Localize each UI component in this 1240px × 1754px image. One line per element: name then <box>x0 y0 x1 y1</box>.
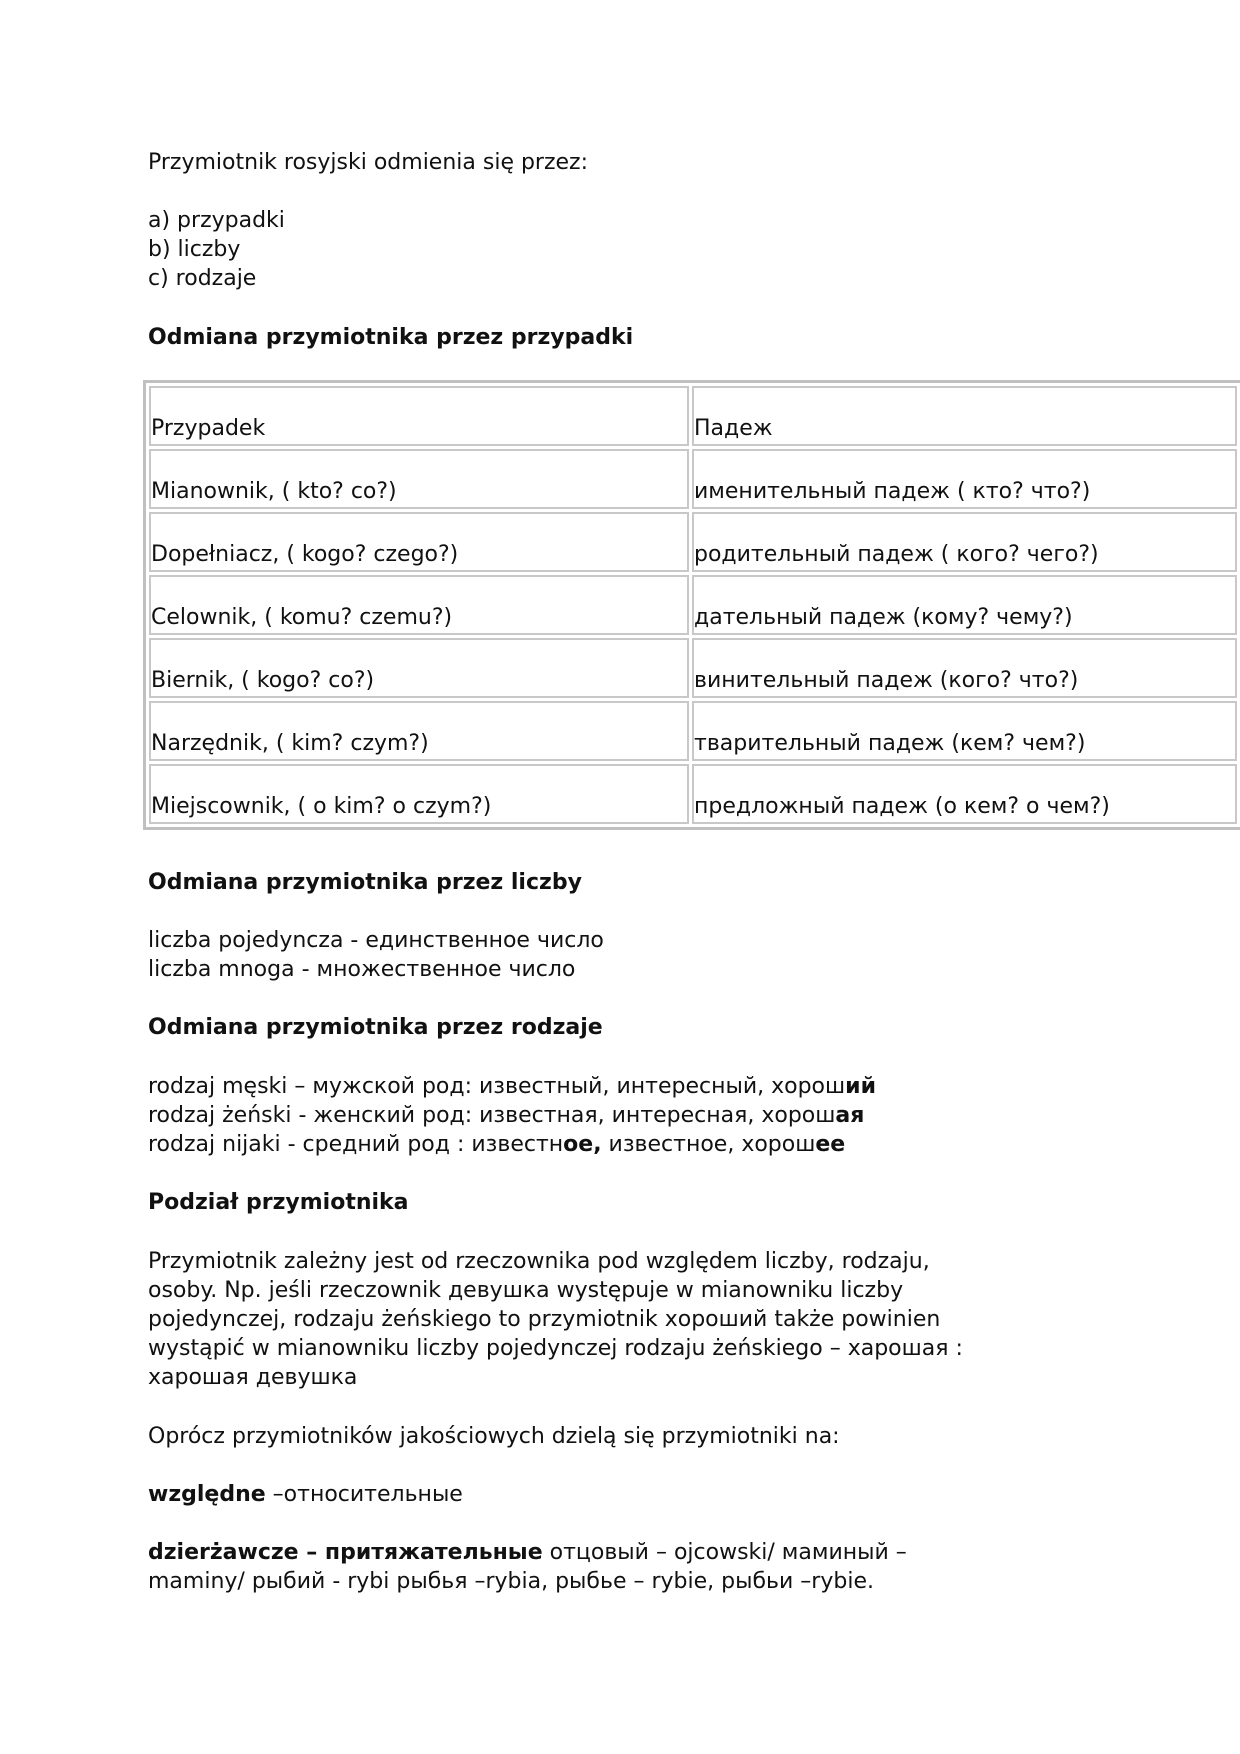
gender-ending: ее <box>815 1132 846 1157</box>
numbers-lines <box>148 926 604 984</box>
table-cell: Biernik, ( kogo? co?) <box>149 638 689 698</box>
gender-text: rodzaj męski – мужской род: известный, интересный, хорош <box>148 1074 846 1099</box>
table-cell: Dopełniacz, ( kogo? czego?) <box>149 512 689 572</box>
table-row <box>149 575 1237 635</box>
gender-text: rodzaj nijaki - средний род : известн <box>148 1132 564 1157</box>
table-header-row <box>149 386 1237 446</box>
division-paragraph <box>148 1247 963 1392</box>
list-item: a) przypadki <box>148 208 285 233</box>
possessive-line: maminy/ рыбий - rybi рыбья –rybia, рыбье – rybie, рыбьи –rybie. <box>148 1569 874 1594</box>
table-row <box>149 638 1237 698</box>
heading-genders: Odmiana przymiotnika przez rodzaje <box>148 1015 603 1040</box>
genders-lines <box>148 1072 876 1159</box>
table-cell: Mianownik, ( kto? co?) <box>149 449 689 509</box>
table-cell: предложный падеж (о кем? о чем?) <box>692 764 1237 824</box>
number-line: liczba mnoga - множественное число <box>148 957 576 982</box>
relative-line <box>148 1480 463 1509</box>
table-cell: Miejscownik, ( o kim? o czym?) <box>149 764 689 824</box>
table-row <box>149 764 1237 824</box>
list-item: b) liczby <box>148 237 241 262</box>
list-item: c) rodzaje <box>148 266 257 291</box>
table-cell: винительный падеж (кого? что?) <box>692 638 1237 698</box>
term-definition: отцовый – ojcowski/ маминый – <box>542 1540 907 1565</box>
number-line: liczba pojedyncza - единственное число <box>148 928 604 953</box>
gender-text: rodzaj żeński - женский род: известная, интересная, хорош <box>148 1103 836 1128</box>
gender-text: известное, хорош <box>601 1132 816 1157</box>
heading-numbers: Odmiana przymiotnika przez liczby <box>148 870 582 895</box>
cases-table <box>143 380 1240 830</box>
paragraph-line: pojedynczej, rodzaju żeńskiego to przymiotnik хороший także powinien <box>148 1307 941 1332</box>
table-cell: именительный падеж ( кто? что?) <box>692 449 1237 509</box>
table-row <box>149 512 1237 572</box>
heading-division: Podział przymiotnika <box>148 1190 409 1215</box>
term: względne <box>148 1482 266 1507</box>
term-definition: –относительные <box>265 1482 463 1507</box>
table-cell: тварительный падеж (кем? чем?) <box>692 701 1237 761</box>
table-cell: дательный падеж (кому? чему?) <box>692 575 1237 635</box>
gender-line <box>148 1130 876 1159</box>
inflection-list <box>148 206 285 293</box>
gender-ending: ий <box>845 1074 876 1099</box>
heading-cases: Odmiana przymiotnika przez przypadki <box>148 325 634 350</box>
paragraph-line: osoby. Np. jeśli rzeczownik девушка występuje w mianowniku liczby <box>148 1278 904 1303</box>
gender-line <box>148 1101 876 1130</box>
table-cell: родительный падеж ( кого? чего?) <box>692 512 1237 572</box>
possessive-line <box>148 1538 907 1567</box>
gender-ending: ая <box>835 1103 865 1128</box>
possessive-block <box>148 1538 907 1596</box>
intro-text: Przymiotnik rosyjski odmienia się przez: <box>148 150 589 175</box>
paragraph-line: харошая девушка <box>148 1365 358 1390</box>
table-cell: Celownik, ( komu? czemu?) <box>149 575 689 635</box>
table-row <box>149 701 1237 761</box>
table-row <box>149 449 1237 509</box>
paragraph-line: wystąpić w mianowniku liczby pojedynczej rodzaju żeńskiego – харошая : <box>148 1336 963 1361</box>
header-cell: Падеж <box>692 386 1237 446</box>
header-cell: Przypadek <box>149 386 689 446</box>
paragraph-line: Przymiotnik zależny jest od rzeczownika pod względem liczby, rodzaju, <box>148 1249 930 1274</box>
gender-line <box>148 1072 876 1101</box>
table-cell: Narzędnik, ( kim? czym?) <box>149 701 689 761</box>
term: dzierżawcze – притяжательные <box>148 1540 543 1565</box>
gender-ending: ое, <box>563 1132 602 1157</box>
oprocz-text: Oprócz przymiotników jakościowych dzielą się przymiotniki na: <box>148 1424 840 1449</box>
